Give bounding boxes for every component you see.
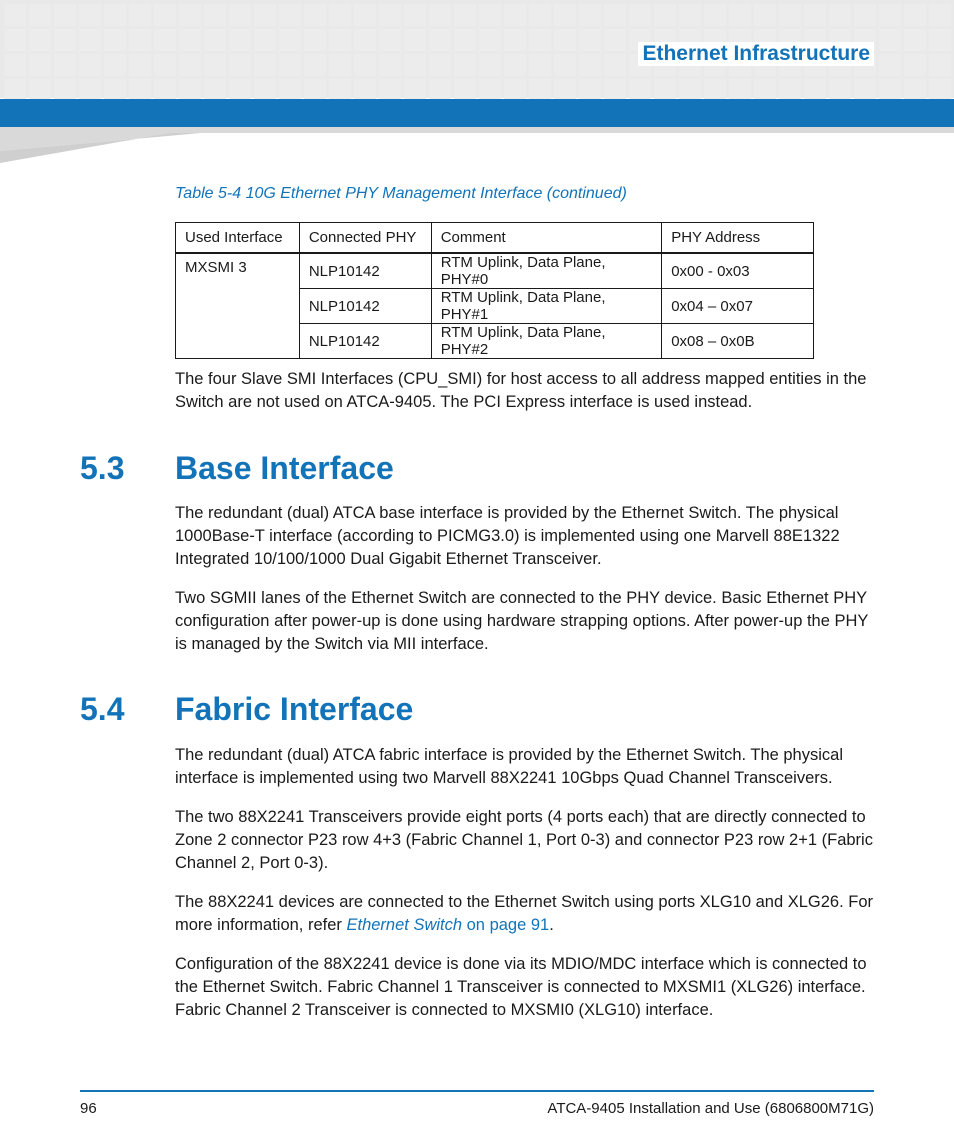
cell-comment: RTM Uplink, Data Plane, PHY#0 <box>431 253 662 289</box>
section-number-fabric: 5.4 <box>80 691 125 727</box>
fabric-paragraph-4: Configuration of the 88X2241 device is done via its MDIO/MDC interface which is connected to the Ethernet Switch. Fabric Channel 1 Transceiver is connected to MXSMI1 (XLG26) interface. Fabric Channel 2 Transceiver is connected to MXSMI0 (XLG10) interface. <box>175 955 867 1019</box>
column-header-comment: Comment <box>431 223 662 254</box>
header-dot-cell <box>79 79 101 101</box>
header-dot-cell <box>4 4 26 26</box>
header-dot-cell <box>604 29 626 51</box>
header-dot-cell <box>304 79 326 101</box>
column-header-used-interface: Used Interface <box>176 223 300 254</box>
header-dot-cell <box>4 79 26 101</box>
header-dot-cell <box>454 4 476 26</box>
header-dot-cell <box>879 79 901 101</box>
header-dot-cell <box>529 54 551 76</box>
header-dot-cell <box>829 79 851 101</box>
header-dot-cell <box>779 79 801 101</box>
header-dot-cell <box>104 79 126 101</box>
header-dot-cell <box>504 4 526 26</box>
header-dot-cell <box>679 4 701 26</box>
header-dot-cell <box>504 79 526 101</box>
header-dot-cell <box>504 54 526 76</box>
page-reference-link[interactable]: on page 91 <box>462 916 550 934</box>
header-dot-cell <box>229 29 251 51</box>
header-dot-cell <box>854 4 876 26</box>
cell-connected-phy: NLP10142 <box>299 289 431 324</box>
header-dot-cell <box>729 4 751 26</box>
header-dot-cell <box>329 29 351 51</box>
header-dot-cell <box>404 29 426 51</box>
header-blue-bar <box>0 99 954 127</box>
header-dot-cell <box>804 79 826 101</box>
header-dot-cell <box>54 54 76 76</box>
header-dot-cell <box>279 54 301 76</box>
header-dot-cell <box>404 54 426 76</box>
header-dot-cell <box>254 4 276 26</box>
header-dot-cell <box>154 4 176 26</box>
header-dot-cell <box>454 54 476 76</box>
header-dot-cell <box>29 54 51 76</box>
header-dot-cell <box>554 4 576 26</box>
running-header-title: Ethernet Infrastructure <box>638 42 874 66</box>
fabric-paragraph-3 <box>175 891 875 937</box>
header-dot-cell <box>279 79 301 101</box>
header-dot-cell <box>579 79 601 101</box>
header-dot-cell <box>579 29 601 51</box>
header-dot-cell <box>379 4 401 26</box>
header-dot-cell <box>754 4 776 26</box>
header-dot-cell <box>304 29 326 51</box>
xref-text-after: . <box>549 916 554 934</box>
table-row <box>176 253 814 289</box>
header-dot-cell <box>279 29 301 51</box>
header-dot-cell <box>929 54 951 76</box>
header-dot-cell <box>854 79 876 101</box>
base-paragraph-1: The redundant (dual) ATCA base interface is provided by the Ethernet Switch. The physical 1000Base-T interface (according to PICMG3.0) is implemented using one Marvell 88E1322 Integrated 10/100/1000 Dual Gigabit Ethernet Transceiver. <box>175 504 840 568</box>
header-dot-cell <box>329 79 351 101</box>
header-dot-cell <box>529 29 551 51</box>
header-dot-cell <box>29 79 51 101</box>
header-dot-cell <box>379 54 401 76</box>
header-dot-cell <box>354 54 376 76</box>
header-dot-cell <box>454 79 476 101</box>
header-dot-cell <box>354 79 376 101</box>
fabric-paragraph-2: The two 88X2241 Transceivers provide eight ports (4 ports each) that are directly connected to Zone 2 connector P23 row 4+3 (Fabric Channel 1, Port 0-3) and connector P23 row 2+1 (Fabric Channel 2, Port 0-3). <box>175 808 873 872</box>
header-dot-cell <box>129 4 151 26</box>
header-dot-cell <box>54 4 76 26</box>
header-dot-cell <box>454 29 476 51</box>
header-dot-cell <box>579 54 601 76</box>
header-dot-cell <box>929 79 951 101</box>
header-dot-cell <box>904 29 926 51</box>
header-dot-cell <box>554 29 576 51</box>
header-dot-cell <box>929 29 951 51</box>
header-dot-cell <box>4 29 26 51</box>
header-dot-cell <box>79 29 101 51</box>
header-dot-cell <box>829 4 851 26</box>
header-dot-cell <box>279 4 301 26</box>
header-dot-cell <box>179 4 201 26</box>
cell-comment: RTM Uplink, Data Plane, PHY#2 <box>431 324 662 359</box>
base-paragraph-2: Two SGMII lanes of the Ethernet Switch are connected to the PHY device. Basic Ethernet PHY configuration after power-up is done using hardware strapping options. After power-up the PHY is managed by the Switch via MII interface. <box>175 589 869 653</box>
header-dot-cell <box>304 4 326 26</box>
header-dot-cell <box>154 29 176 51</box>
header-dot-cell <box>129 29 151 51</box>
header-dot-cell <box>104 54 126 76</box>
header-dot-cell <box>154 54 176 76</box>
header-dot-cell <box>29 29 51 51</box>
header-dot-cell <box>254 29 276 51</box>
header-dot-cell <box>254 79 276 101</box>
header-dot-cell <box>354 4 376 26</box>
header-dot-cell <box>729 79 751 101</box>
header-dot-cell <box>429 54 451 76</box>
header-dot-cell <box>379 29 401 51</box>
header-dot-cell <box>479 79 501 101</box>
header-dot-cell <box>204 54 226 76</box>
header-dot-cell <box>904 4 926 26</box>
header-dot-cell <box>554 54 576 76</box>
header-dot-cell <box>154 79 176 101</box>
header-dot-cell <box>929 4 951 26</box>
header-dot-cell <box>704 79 726 101</box>
phy-management-table <box>175 222 814 359</box>
header-dot-cell <box>129 79 151 101</box>
header-dot-cell <box>254 54 276 76</box>
xref-text-before: The 88X2241 devices are connected to the Ethernet Switch using ports XLG10 and XLG26. For more information, refer <box>175 893 874 934</box>
header-dot-cell <box>579 4 601 26</box>
header-dot-cell <box>604 54 626 76</box>
header-dot-cell <box>104 29 126 51</box>
footer-page-number: 96 <box>80 1100 97 1117</box>
header-dot-cell <box>529 4 551 26</box>
header-dot-cell <box>654 4 676 26</box>
header-dot-cell <box>104 4 126 26</box>
header-dot-cell <box>879 4 901 26</box>
header-dot-cell <box>179 54 201 76</box>
header-dot-cell <box>129 54 151 76</box>
header-dot-cell <box>429 79 451 101</box>
header-dot-cell <box>904 54 926 76</box>
header-dot-cell <box>329 4 351 26</box>
table-caption: Table 5-4 10G Ethernet PHY Management Interface (continued) <box>175 185 627 202</box>
header-dot-cell <box>229 79 251 101</box>
header-dot-cell <box>404 79 426 101</box>
header-dot-cell <box>404 4 426 26</box>
section-number-base: 5.3 <box>80 450 125 486</box>
header-dot-cell <box>479 54 501 76</box>
header-dot-cell <box>879 54 901 76</box>
header-dot-cell <box>79 54 101 76</box>
cell-phy-address: 0x08 – 0x0B <box>662 324 814 359</box>
column-header-phy-address: PHY Address <box>662 223 814 254</box>
header-dot-cell <box>504 29 526 51</box>
header-dot-cell <box>804 4 826 26</box>
header-dot-cell <box>204 4 226 26</box>
header-dot-cell <box>904 79 926 101</box>
header-dot-cell <box>654 79 676 101</box>
header-dot-cell <box>479 29 501 51</box>
header-dot-cell <box>304 54 326 76</box>
header-dot-cell <box>54 79 76 101</box>
header-dot-cell <box>879 29 901 51</box>
header-dot-cell <box>604 4 626 26</box>
header-dot-cell <box>379 79 401 101</box>
header-dot-cell <box>179 29 201 51</box>
header-dot-cell <box>229 4 251 26</box>
header-dot-cell <box>679 79 701 101</box>
header-dot-cell <box>204 29 226 51</box>
header-dot-cell <box>179 79 201 101</box>
header-dot-cell <box>54 29 76 51</box>
header-dot-cell <box>29 4 51 26</box>
header-gray-wedge <box>0 127 954 163</box>
header-dot-cell <box>479 4 501 26</box>
table-header-row <box>176 223 814 254</box>
header-dot-cell <box>529 79 551 101</box>
cell-connected-phy: NLP10142 <box>299 253 431 289</box>
footer-document-title: ATCA-9405 Installation and Use (6806800M71G) <box>547 1100 874 1117</box>
section-title-fabric: Fabric Interface <box>175 691 414 727</box>
header-dot-cell <box>554 79 576 101</box>
cell-phy-address: 0x00 - 0x03 <box>662 253 814 289</box>
header-dot-cell <box>4 54 26 76</box>
fabric-paragraph-1: The redundant (dual) ATCA fabric interface is provided by the Ethernet Switch. The physical interface is implemented using two Marvell 88X2241 10Gbps Quad Channel Transceivers. <box>175 746 843 787</box>
header-dot-cell <box>704 4 726 26</box>
column-header-connected-phy: Connected PHY <box>299 223 431 254</box>
header-dot-cell <box>429 29 451 51</box>
ethernet-switch-link[interactable]: Ethernet Switch <box>346 916 463 934</box>
header-dot-cell <box>204 79 226 101</box>
header-dot-cell <box>229 54 251 76</box>
cell-phy-address: 0x04 – 0x07 <box>662 289 814 324</box>
intro-paragraph: The four Slave SMI Interfaces (CPU_SMI) for host access to all address mapped entities in the Switch are not used on ATCA-9405. The PCI Express interface is used instead. <box>175 370 867 411</box>
header-dot-cell <box>429 4 451 26</box>
footer-rule <box>80 1090 874 1092</box>
header-dot-cell <box>629 79 651 101</box>
header-dot-cell <box>329 54 351 76</box>
cell-used-interface: MXSMI 3 <box>176 253 300 359</box>
section-title-base: Base Interface <box>175 450 394 486</box>
header-dot-cell <box>779 4 801 26</box>
header-dot-cell <box>604 79 626 101</box>
header-dot-cell <box>354 29 376 51</box>
header-dot-cell <box>754 79 776 101</box>
header-dot-cell <box>79 4 101 26</box>
cell-comment: RTM Uplink, Data Plane, PHY#1 <box>431 289 662 324</box>
header-dot-cell <box>629 4 651 26</box>
cell-connected-phy: NLP10142 <box>299 324 431 359</box>
